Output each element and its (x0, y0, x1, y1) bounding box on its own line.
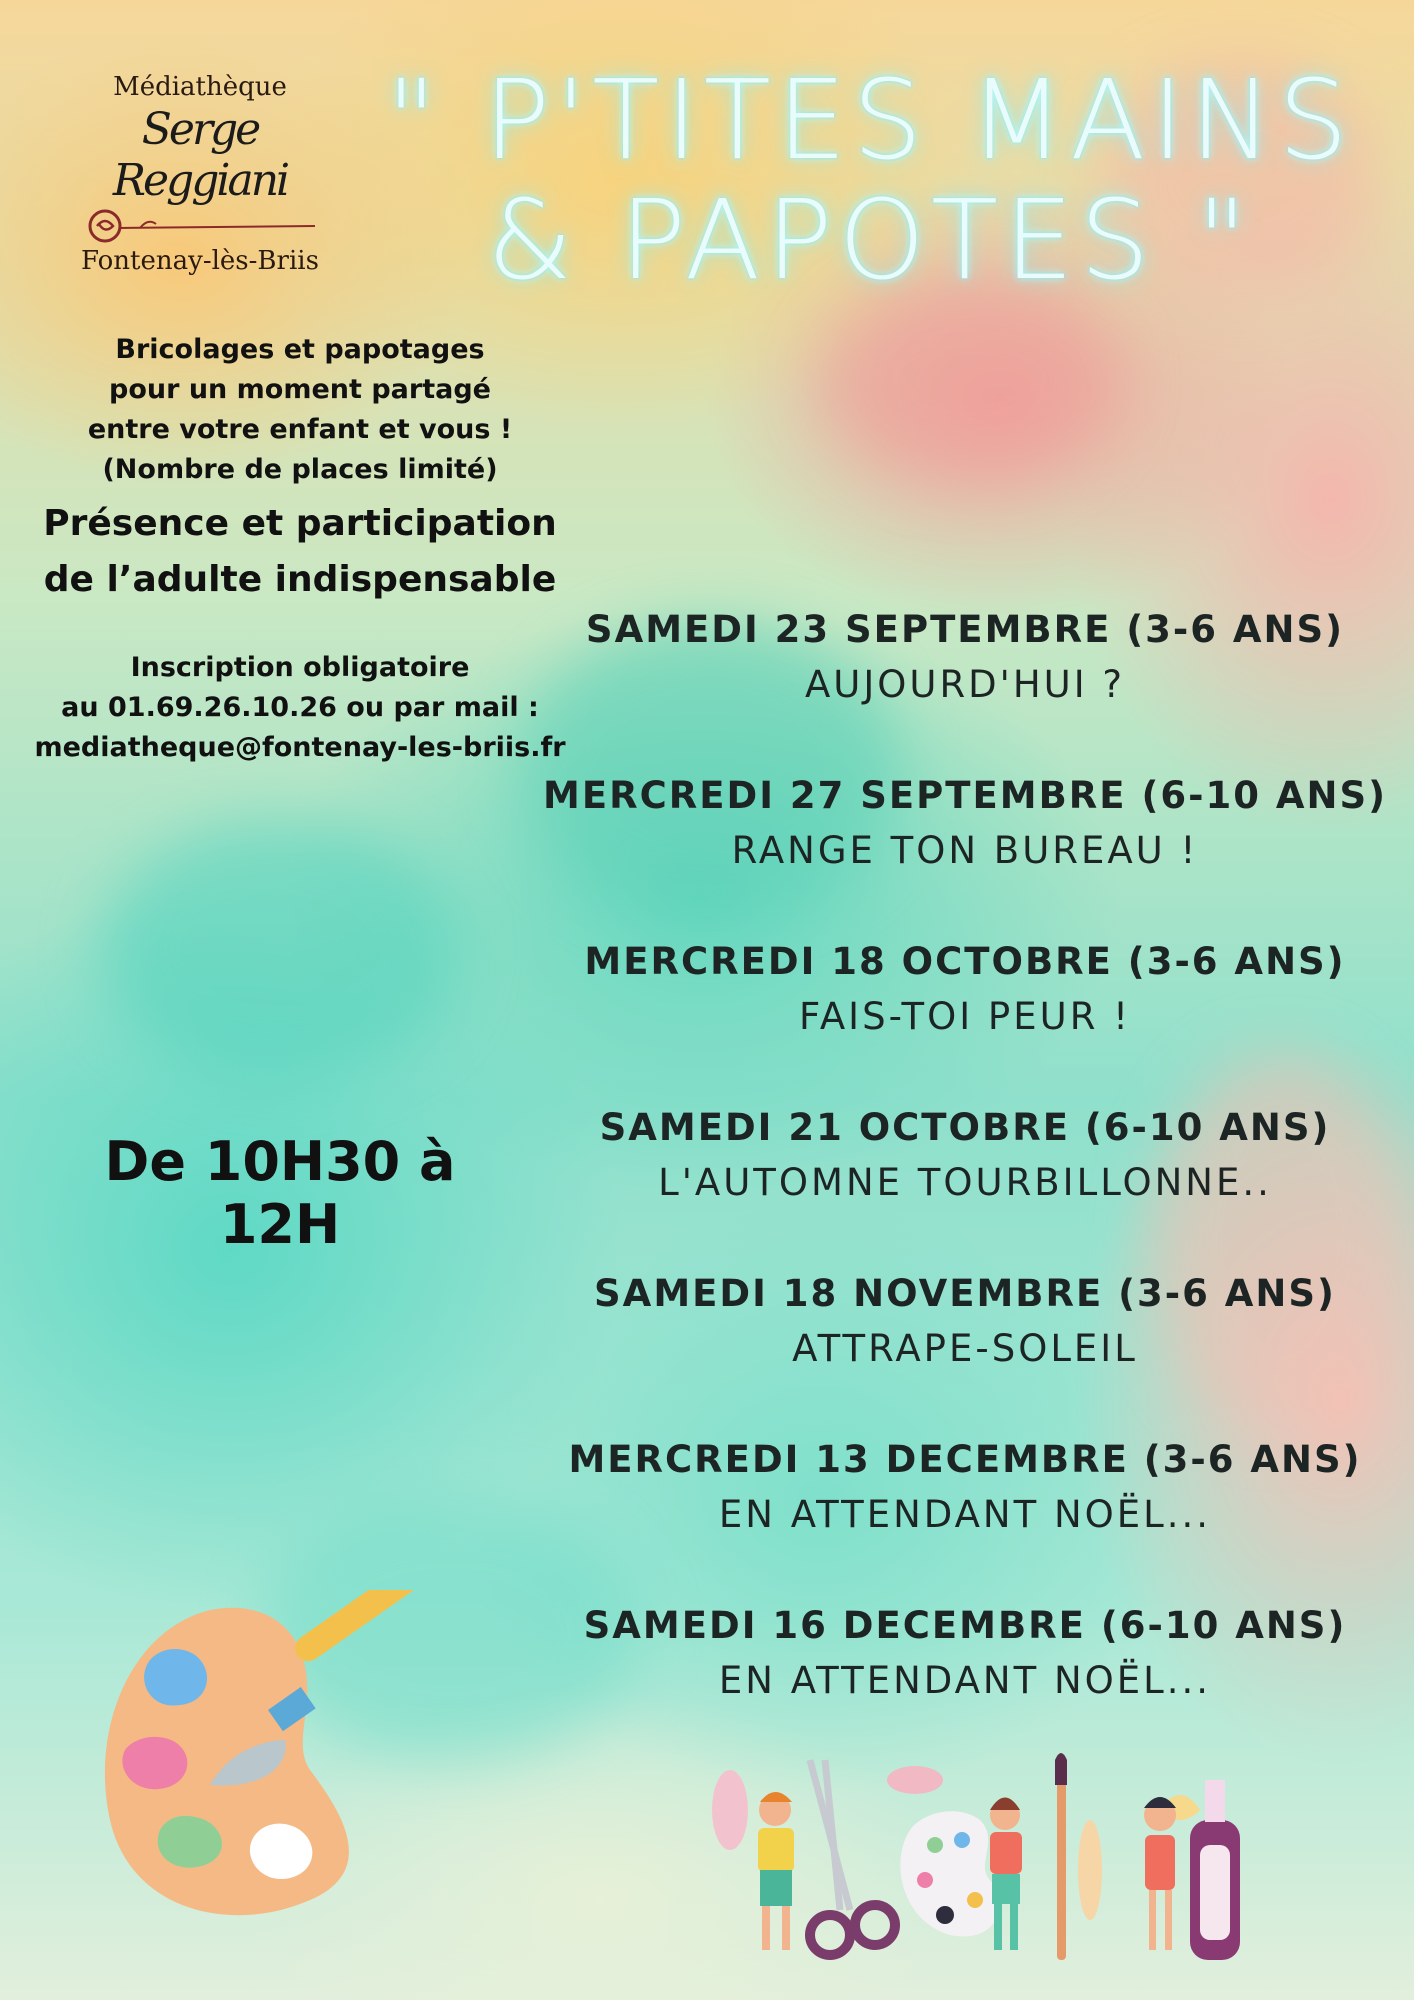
event-title: EN ATTENDANT NOËL... (718, 1659, 1212, 1702)
intro-line: Bricolages et papotages (115, 334, 485, 365)
intro-line: (Nombre de places limité) (102, 454, 498, 485)
event-title: FAIS-TOI PEUR ! (798, 995, 1132, 1038)
presence-line-2: de l’adulte indispensable (43, 559, 557, 600)
rose-icon (70, 206, 330, 246)
event-date: MERCREDI 27 SEPTEMBRE (6-10 ANS) (543, 774, 1387, 817)
event-date: SAMEDI 18 NOVEMBRE (3-6 ANS) (594, 1272, 1336, 1315)
event-title: L'AUTOMNE TOURBILLONNE.. (658, 1161, 1272, 1204)
email-link[interactable]: mediatheque@fontenay-les-briis.fr (34, 732, 566, 763)
mediatheque-logo (70, 72, 330, 276)
event-date: SAMEDI 21 OCTOBRE (6-10 ANS) (599, 1106, 1331, 1149)
kids-crafting-icon (700, 1750, 1280, 1970)
event-title: ATTRAPE-SOLEIL (792, 1327, 1138, 1370)
event-date: MERCREDI 13 DECEMBRE (3-6 ANS) (568, 1438, 1362, 1481)
event-title: AUJOURD'HUI ? (804, 663, 1126, 706)
event-date: SAMEDI 23 SEPTEMBRE (3-6 ANS) (585, 608, 1345, 651)
poster-title (370, 56, 1370, 304)
event-item (540, 600, 1390, 766)
event-item (540, 1596, 1390, 1762)
title-line-2: & PAPOTES " (486, 176, 1254, 304)
palette-brush-icon (90, 1590, 470, 1940)
background-blob (100, 820, 460, 1080)
title-line-1: " P'TITES MAINS (386, 56, 1354, 184)
event-title: RANGE TON BUREAU ! (731, 829, 1199, 872)
inscription-line-1: Inscription obligatoire (130, 652, 470, 683)
event-date: MERCREDI 18 OCTOBRE (3-6 ANS) (584, 940, 1346, 983)
inscription-block (30, 648, 570, 768)
event-schedule (540, 600, 1390, 1762)
hours-label: De 10H30 à 12H (104, 1130, 456, 1256)
intro-line: pour un moment partagé (109, 374, 491, 405)
presence-line-1: Présence et participation (43, 503, 557, 544)
event-title: EN ATTENDANT NOËL... (718, 1493, 1212, 1536)
event-item (540, 766, 1390, 932)
event-item (540, 932, 1390, 1098)
intro-line: entre votre enfant et vous ! (87, 414, 513, 445)
inscription-line-2: au 01.69.26.10.26 ou par mail : (61, 692, 539, 723)
logo-line-mediatheque: Médiathèque (113, 72, 287, 102)
intro-block (30, 330, 570, 768)
presence-note (30, 496, 570, 608)
logo-line-town: Fontenay-lès-Briis (81, 246, 319, 276)
logo-signature: Serge Reggiani (112, 104, 288, 206)
event-item (540, 1264, 1390, 1430)
event-date: SAMEDI 16 DECEMBRE (6-10 ANS) (583, 1604, 1347, 1647)
event-item (540, 1430, 1390, 1596)
event-item (540, 1098, 1390, 1264)
background-blob (820, 280, 1120, 480)
